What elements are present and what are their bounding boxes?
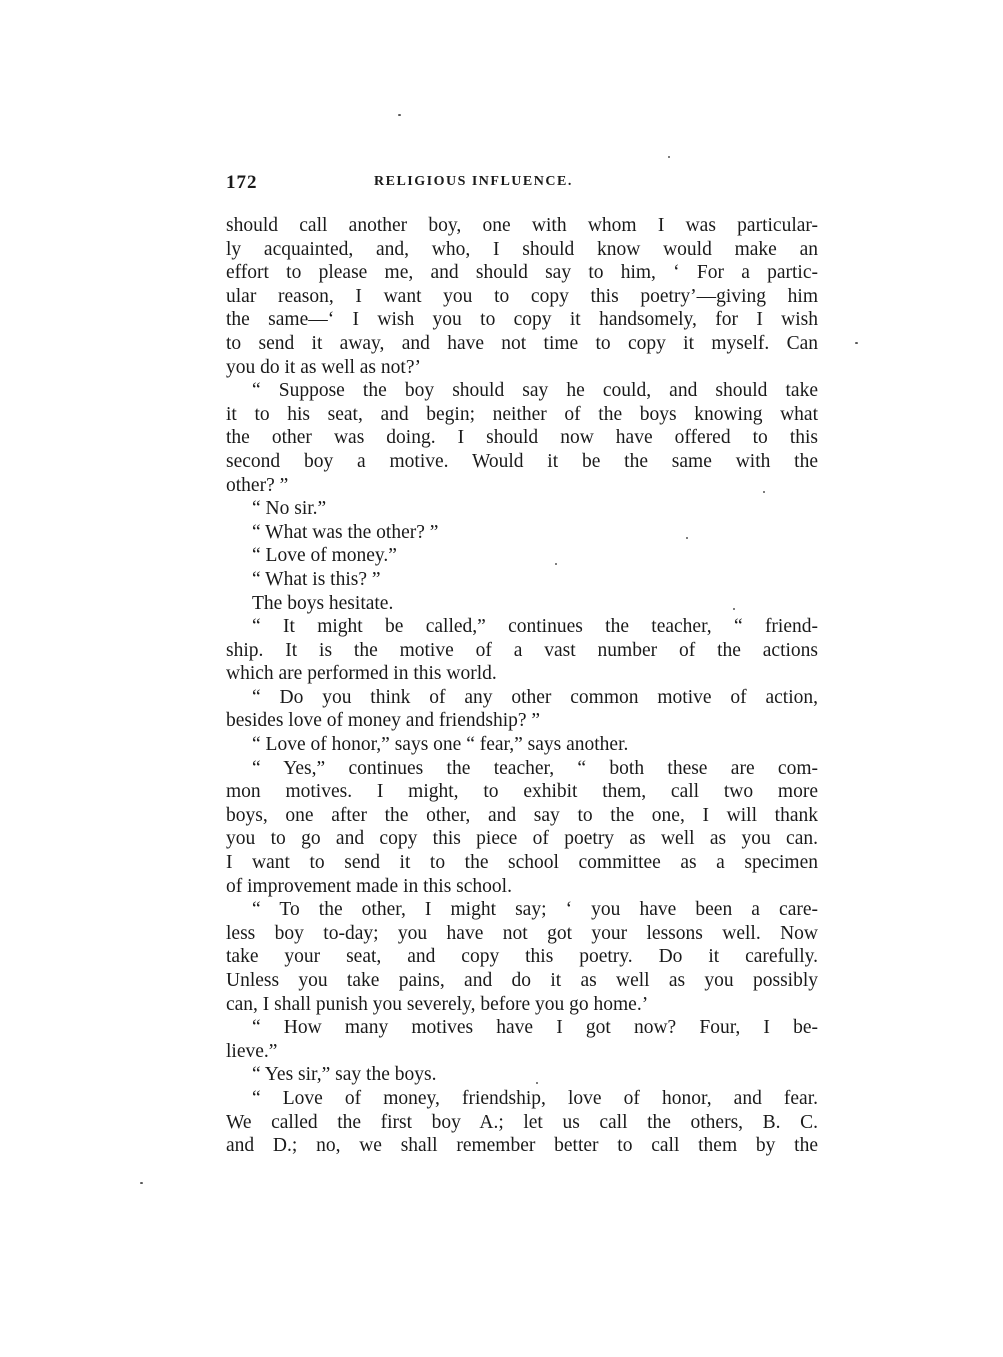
text-line: boys, one after the other, and say to the one, I will thank <box>226 804 818 826</box>
text-line: second boy a motive. Would it be the same with the <box>226 450 818 472</box>
text-line: “ Yes sir,” say the boys. <box>252 1064 437 1086</box>
scan-speck <box>668 156 670 158</box>
text-line: We called the first boy A.; let us call the others, B. C. <box>226 1111 818 1133</box>
text-line: besides love of money and friendship? ” <box>226 710 541 732</box>
page-number: 172 <box>226 172 258 193</box>
scan-speck <box>686 537 688 539</box>
text-line: Unless you take pains, and do it as well as you possibly <box>226 970 818 991</box>
text-line: “ Love of money, friendship, love of honor, and fear. <box>252 1087 818 1109</box>
text-line: “ Love of honor,” says one “ fear,” says another. <box>252 734 629 756</box>
running-title: RELIGIOUS INFLUENCE. <box>374 174 573 189</box>
scan-speck <box>555 563 557 565</box>
body-text <box>226 214 818 1158</box>
text-line: take your seat, and copy this poetry. Do it carefully. <box>226 946 818 968</box>
text-line: and D.; no, we shall remember better to call them by the <box>226 1135 818 1157</box>
running-head <box>226 172 818 198</box>
scan-speck <box>536 1082 538 1084</box>
text-line: ship. It is the motive of a vast number of the actions <box>226 639 818 661</box>
text-line: the same—‘ I wish you to copy it handsomely, for I wish <box>226 309 818 331</box>
text-line: which are performed in this world. <box>226 663 497 685</box>
text-line: “ No sir.” <box>252 498 327 520</box>
text-line: I want to send it to the school committee as a specimen <box>226 852 818 874</box>
text-line: “ Do you think of any other common motive of action, <box>252 686 818 708</box>
text-line: the other was doing. I should now have offered to this <box>226 427 818 449</box>
scan-speck <box>140 1182 143 1184</box>
text-line: you to go and copy this piece of poetry as well as you can. <box>226 828 818 850</box>
scan-speck <box>763 491 765 493</box>
text-line: “ Suppose the boy should say he could, and should take <box>252 380 818 402</box>
scan-speck <box>855 342 858 344</box>
text-line: lieve.” <box>226 1040 278 1062</box>
text-line: should call another boy, one with whom I was particular- <box>226 215 818 236</box>
text-line: can, I shall punish you severely, before you go home.’ <box>226 993 649 1015</box>
text-line: you do it as well as not?’ <box>226 356 421 378</box>
text-line: “ Love of money.” <box>252 545 397 567</box>
text-line: ular reason, I want you to copy this poetry’—giving him <box>226 285 818 307</box>
scan-speck <box>733 608 735 610</box>
text-line: to send it away, and have not time to copy it myself. Can <box>226 332 818 354</box>
text-line: The boys hesitate. <box>252 592 394 614</box>
text-line: less boy to-day; you have not got your lessons well. Now <box>226 922 818 944</box>
text-line: ly acquainted, and, who, I should know would make an <box>226 238 818 260</box>
text-line: “ To the other, I might say; ‘ you have been a care- <box>252 899 818 921</box>
text-line: “ How many motives have I got now? Four, I be- <box>252 1017 818 1039</box>
text-line: of improvement made in this school. <box>226 875 512 897</box>
text-line: it to his seat, and begin; neither of the boys knowing what <box>226 403 818 425</box>
text-line: effort to please me, and should say to him, ‘ For a partic- <box>226 262 818 284</box>
text-line: mon motives. I might, to exhibit them, call two more <box>226 781 818 803</box>
text-line: “ What is this? ” <box>252 568 381 590</box>
text-line: “ It might be called,” continues the teacher, “ friend- <box>252 616 818 638</box>
scan-speck <box>398 114 401 116</box>
text-line: “ Yes,” continues the teacher, “ both these are com- <box>252 757 818 779</box>
text-line: “ What was the other? ” <box>252 521 439 543</box>
text-line: other? ” <box>226 474 289 496</box>
